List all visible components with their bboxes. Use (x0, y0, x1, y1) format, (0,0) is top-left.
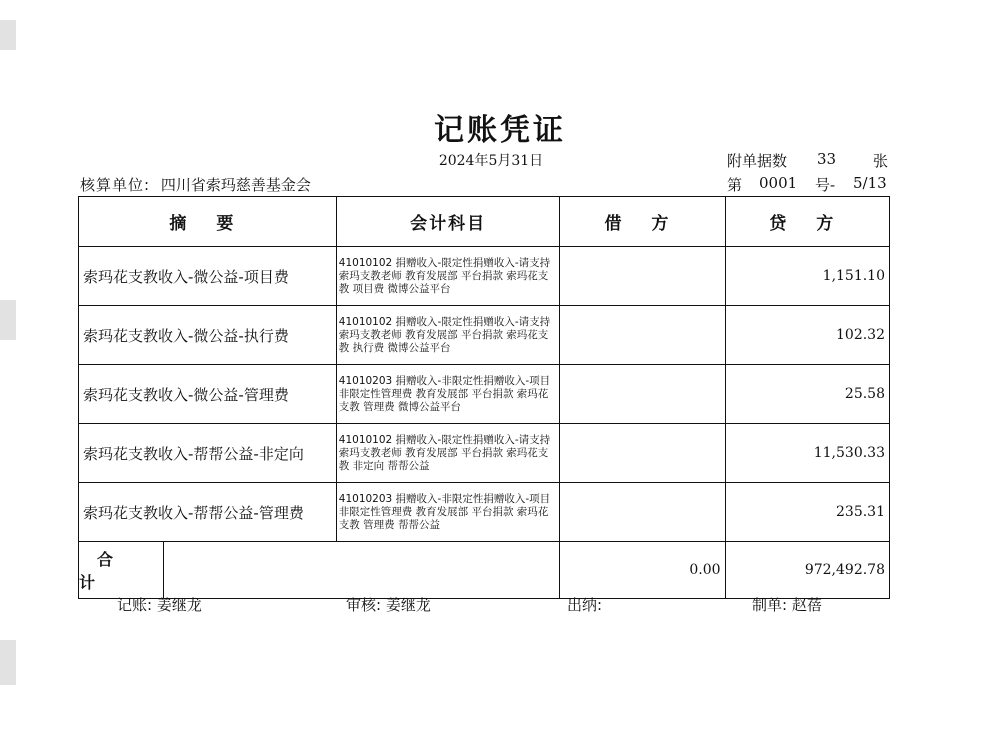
header-summary: 摘 要 (79, 197, 337, 247)
table-row (79, 424, 890, 483)
attachments-unit: 张 (873, 152, 889, 170)
total-blank (164, 542, 560, 598)
total-debit: 0.00 (560, 542, 725, 599)
cashier: 出纳: (567, 596, 603, 614)
row-subject: 41010203 捐赠收入-非限定性捐赠收入-项目非限定性管理费 教育发展部 平台捐款 索玛花支教 管理费 微博公益平台 (336, 365, 560, 424)
voucher-table (78, 196, 890, 599)
voucher-title: 记账凭证 (434, 113, 566, 148)
preparer: 制单: 赵蓓 (752, 596, 822, 614)
table-row (79, 365, 890, 424)
row-credit: 1,151.10 (725, 247, 889, 306)
header-credit: 贷 方 (725, 197, 889, 247)
row-summary: 索玛花支教收入-帮帮公益-非定向 (79, 424, 337, 483)
table-row (79, 247, 890, 306)
row-summary: 索玛花支教收入-微公益-管理费 (79, 365, 337, 424)
total-label-cell (79, 542, 560, 599)
table-row (79, 306, 890, 365)
row-credit: 102.32 (725, 306, 889, 365)
row-summary: 索玛花支教收入-微公益-项目费 (79, 247, 337, 306)
voucher-number: 0001 (759, 174, 798, 192)
row-credit: 25.58 (725, 365, 889, 424)
total-credit: 972,492.78 (725, 542, 889, 599)
unit-name: 四川省索玛慈善基金会 (160, 176, 311, 194)
table-row (79, 483, 890, 542)
voucher-page: 5/13 (853, 174, 887, 192)
header-debit: 借 方 (560, 197, 725, 247)
attachments-label: 附单据数 (727, 152, 788, 170)
row-credit: 11,530.33 (725, 424, 889, 483)
voucher-prefix: 第 (727, 176, 743, 194)
scan-edge-mark (0, 20, 16, 50)
table-header-row (79, 197, 890, 247)
row-debit (560, 306, 725, 365)
voucher-suffix: 号- (815, 176, 836, 194)
row-credit: 235.31 (725, 483, 889, 542)
total-row (79, 542, 890, 599)
attachments-count: 33 (817, 150, 837, 168)
bookkeeper: 记账: 姜继龙 (117, 596, 202, 614)
row-debit (560, 483, 725, 542)
row-debit (560, 365, 725, 424)
voucher-date: 2024年5月31日 (438, 153, 544, 169)
row-debit (560, 424, 725, 483)
accounting-unit (80, 174, 311, 195)
total-label-box (79, 542, 164, 598)
scan-edge-mark (0, 300, 16, 340)
row-subject: 41010102 捐赠收入-限定性捐赠收入-请支持索玛支教老师 教育发展部 平台捐款 索玛花支教 项目费 微博公益平台 (336, 247, 560, 306)
header-subject: 会计科目 (336, 197, 560, 247)
row-summary: 索玛花支教收入-帮帮公益-管理费 (79, 483, 337, 542)
scan-edge-mark (0, 640, 16, 685)
reviewer: 审核: 姜继龙 (346, 596, 431, 614)
row-subject: 41010203 捐赠收入-非限定性捐赠收入-项目非限定性管理费 教育发展部 平台捐款 索玛花支教 管理费 帮帮公益 (336, 483, 560, 542)
unit-label: 核算单位: (80, 176, 151, 194)
row-summary: 索玛花支教收入-微公益-执行费 (79, 306, 337, 365)
row-subject: 41010102 捐赠收入-限定性捐赠收入-请支持索玛支教老师 教育发展部 平台捐款 索玛花支教 非定向 帮帮公益 (336, 424, 560, 483)
total-label-inner (79, 542, 559, 598)
total-label: 合 计 (79, 550, 130, 592)
row-debit (560, 247, 725, 306)
row-subject: 41010102 捐赠收入-限定性捐赠收入-请支持索玛支教老师 教育发展部 平台捐款 索玛花支教 执行费 微博公益平台 (336, 306, 560, 365)
